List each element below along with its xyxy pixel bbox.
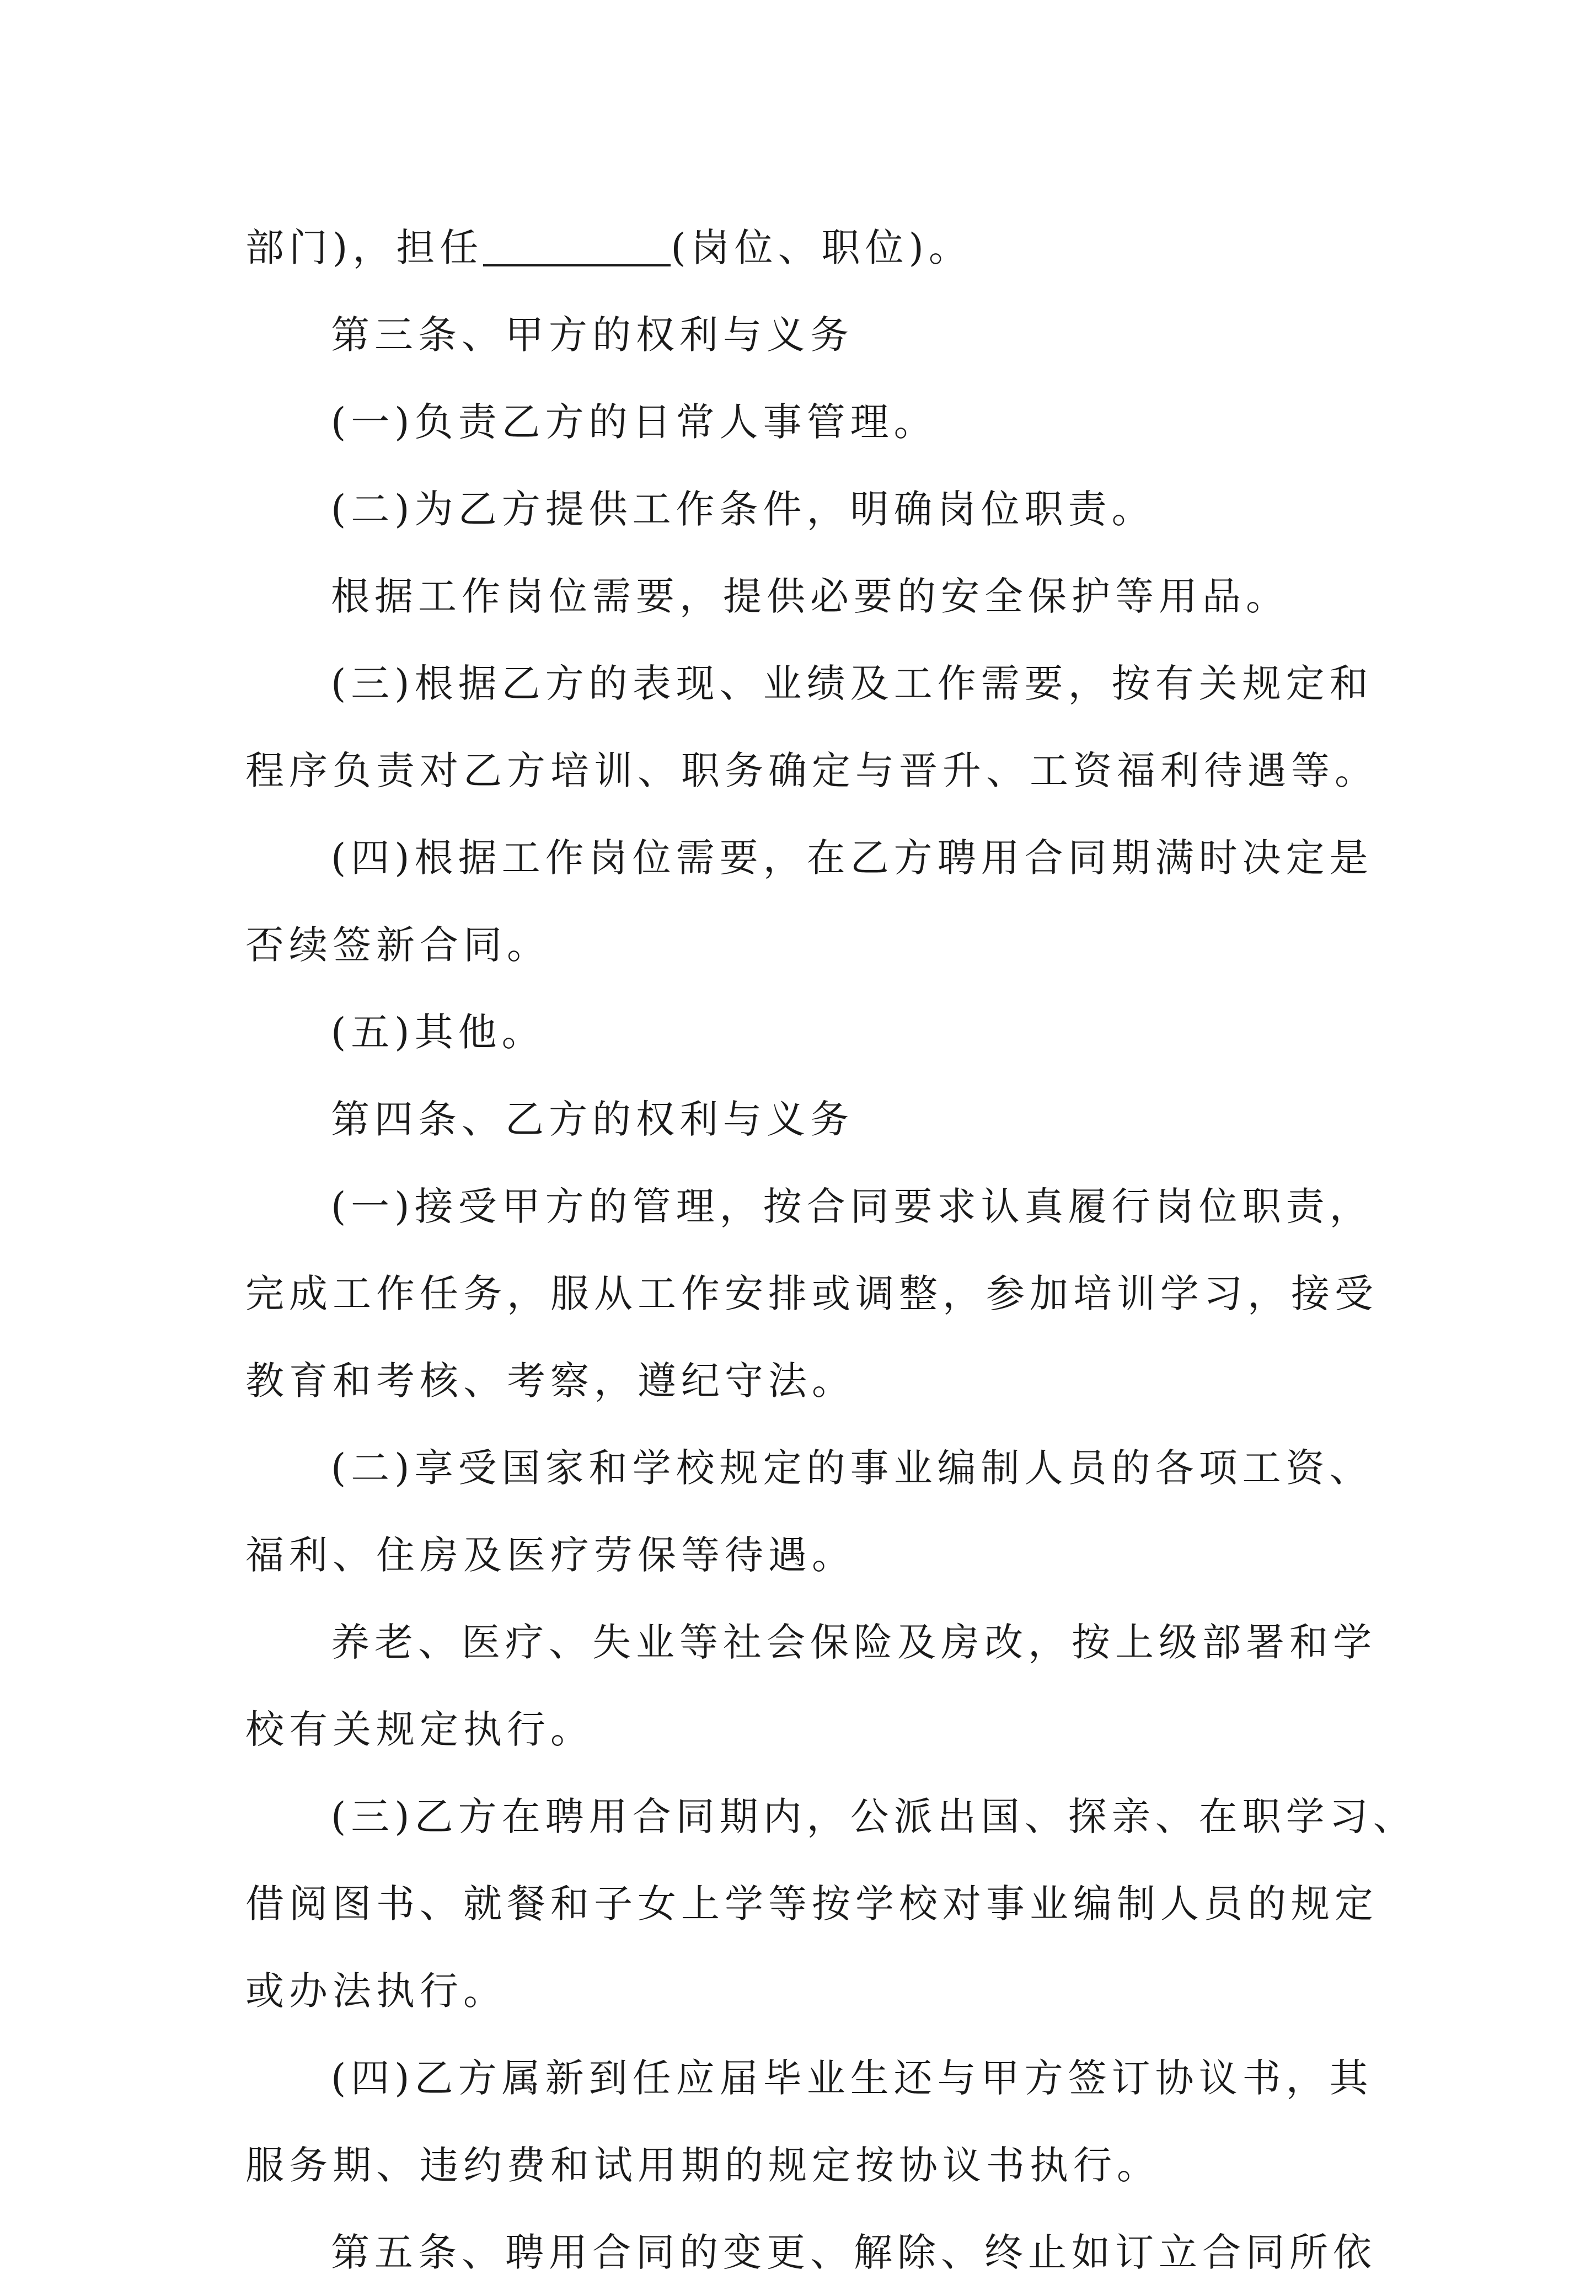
paragraph-line: (四)乙方属新到任应届毕业生还与甲方签订协议书，其: [331, 2055, 1373, 2101]
text-line-part: 部门)，担任: [245, 225, 484, 270]
paragraph-line: 养老、医疗、失业等社会保险及房改，按上级部署和学: [331, 1620, 1377, 1665]
article-5-heading: 第五条、聘用合同的变更、解除、终止如订立合同所依: [331, 2230, 1377, 2275]
paragraph-line: 福利、住房及医疗劳保等待遇。: [245, 1533, 855, 1578]
paragraph-line: (二)为乙方提供工作条件，明确岗位职责。: [331, 487, 1155, 532]
position-fill-blank: [483, 226, 671, 266]
paragraph-line: 根据工作岗位需要，提供必要的安全保护等用品。: [331, 574, 1289, 619]
text-line-part: (岗位、职位)。: [671, 225, 972, 270]
paragraph-line: 完成工作任务，服从工作安排或调整，参加培训学习，接受: [245, 1271, 1378, 1316]
paragraph-line: 借阅图书、就餐和子女上学等按学校对事业编制人员的规定: [245, 1881, 1378, 1926]
text-line: [245, 204, 1370, 291]
paragraph-line: (三)乙方在聘用合同期内，公派出国、探亲、在职学习、: [331, 1794, 1417, 1839]
contract-body: [245, 204, 1417, 2296]
paragraph-line: (三)根据乙方的表现、业绩及工作需要，按有关规定和: [331, 661, 1373, 706]
paragraph-line: 服务期、违约费和试用期的规定按协议书执行。: [245, 2143, 1160, 2188]
paragraph-line: 校有关规定执行。: [245, 1707, 594, 1752]
paragraph-line: 否续签新合同。: [245, 922, 550, 968]
paragraph-line: 或办法执行。: [245, 1968, 507, 2014]
paragraph-line: (五)其他。: [331, 1010, 545, 1055]
article-3-heading: 第三条、甲方的权利与义务: [331, 312, 854, 357]
paragraph-line: 教育和考核、考察，遵纪守法。: [245, 1358, 855, 1403]
paragraph-line: (一)负责乙方的日常人事管理。: [331, 399, 938, 445]
paragraph-line: 程序负责对乙方培训、职务确定与晋升、工资福利待遇等。: [245, 748, 1378, 793]
paragraph-line: (一)接受甲方的管理，按合同要求认真履行岗位职责，: [331, 1184, 1373, 1229]
article-4-heading: 第四条、乙方的权利与义务: [331, 1097, 854, 1142]
paragraph-line: (四)根据工作岗位需要，在乙方聘用合同期满时决定是: [331, 835, 1373, 880]
paragraph-line: (二)享受国家和学校规定的事业编制人员的各项工资、: [331, 1445, 1373, 1491]
